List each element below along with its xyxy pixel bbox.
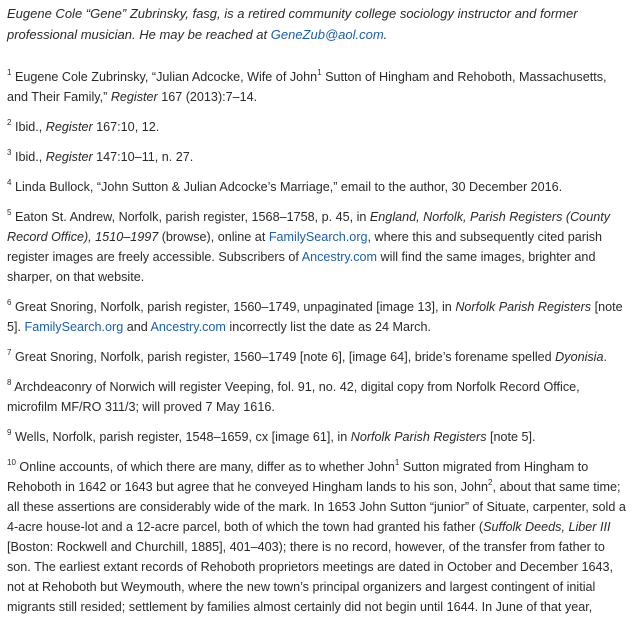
endnote-2: $^2$ Ibid., Register 167:10, 12.: [7, 117, 160, 134]
familysearch-link[interactable]: FamilySearch.org: [268, 230, 368, 244]
endnote-number: 3: [7, 147, 12, 157]
endnote-number: 4: [7, 177, 12, 187]
endnote-4: $^4$ Linda Bullock, “John Sutton & Julian Adcocke’s Marriage,” email to the author, 30 December 2016.: [7, 177, 563, 194]
author-email-link[interactable]: GeneZub@aol.com: [270, 27, 384, 42]
endnote-3: $^3$ Ibid., Register 147:10–11, n. 27.: [7, 147, 194, 164]
author-bio-text: Eugene Cole “Gene” Zubrinsky, fasg, is a retired community college sociology instructor and former professional musician. He may be reached at: [7, 6, 578, 42]
endnote-5: $^5$ Eaton St. Andrew, Norfolk, parish register, 1568–1758, p. 45, in England, Norfolk, Parish Registers (County Record Office), 1510–1997 (browse), online at FamilySearch.org, where this and subsequently cited parish register images are freely accessible. Subscribers of Ancestry.com will find the same images, brighter and sharper, on that website.: [7, 207, 610, 284]
endnote-8: $^8$ Archdeaconry of Norwich will register Veeping, fol. 91, no. 42, digital copy from Norfolk Record Office, microfilm MF/RO 311/3; will proved 7 May 1616.: [7, 377, 580, 414]
endnote-10: $^{10}$ Online accounts, of which there are many, differ as to whether John$^1$ Sutton migrated from Hingham to Rehoboth in 1642 or 1643 but agree that he conveyed Hingham lands to his son, John$^2$, about that same time; all these assertions are considerably wide of the mark. In 1653 John Sutton “junior” of Situate, carpenter, sold a 4-acre house-lot and a 12-acre parcel, both of which the town had granted his father (Suffolk Deeds, Liber III [Boston: Rockwell and Churchill, 1885], 401–403); there is no record, however, of the transfer from father to son. The earliest extant records of Rehoboth proprietors meetings are dated in October and December 1643, not at Rehoboth but Weymouth, where the new town’s principal organizers and largest contingent of initial migrants still resided; settlement by families almost certainly did not begin until 1644. In June of that year,: [7, 457, 626, 614]
endnote-number: 10: [7, 457, 16, 467]
endnote-number: 1: [7, 67, 12, 77]
ancestry-link[interactable]: Ancestry.com: [150, 320, 226, 334]
familysearch-link[interactable]: FamilySearch.org: [24, 320, 124, 334]
endnote-number: 6: [7, 297, 12, 307]
endnote-number: 8: [7, 377, 12, 387]
endnote-6: $^6$ Great Snoring, Norfolk, parish register, 1560–1749, unpaginated [image 13], in Norfolk Parish Registers [note 5]. FamilySearch.org and Ancestry.com incorrectly list the date as 24 March.: [7, 297, 623, 334]
endnote-9: $^9$ Wells, Norfolk, parish register, 1548–1659, cx [image 61], in Norfolk Parish Registers [note 5].: [7, 427, 536, 444]
endnote-number: 7: [7, 347, 12, 357]
endnote-number: 2: [7, 117, 12, 127]
author-bio: Eugene Cole “Gene” Zubrinsky, fasg, is a retired community college sociology instructor and former professional musician. He may be reached at GeneZub@aol.com.: [7, 6, 578, 42]
endnote-number: 9: [7, 427, 12, 437]
endnote-7: $^7$ Great Snoring, Norfolk, parish register, 1560–1749 [note 6], [image 64], bride’s forename spelled Dyonisia.: [7, 347, 607, 364]
ancestry-link[interactable]: Ancestry.com: [301, 250, 378, 264]
endnote-number: 5: [7, 207, 12, 217]
endnote-1: $^1$ Eugene Cole Zubrinsky, “Julian Adcocke, Wife of John$^1$ Sutton of Hingham and Rehoboth, Massachusetts, and Their Family,” Register 167 (2013):7–14.: [7, 67, 607, 104]
